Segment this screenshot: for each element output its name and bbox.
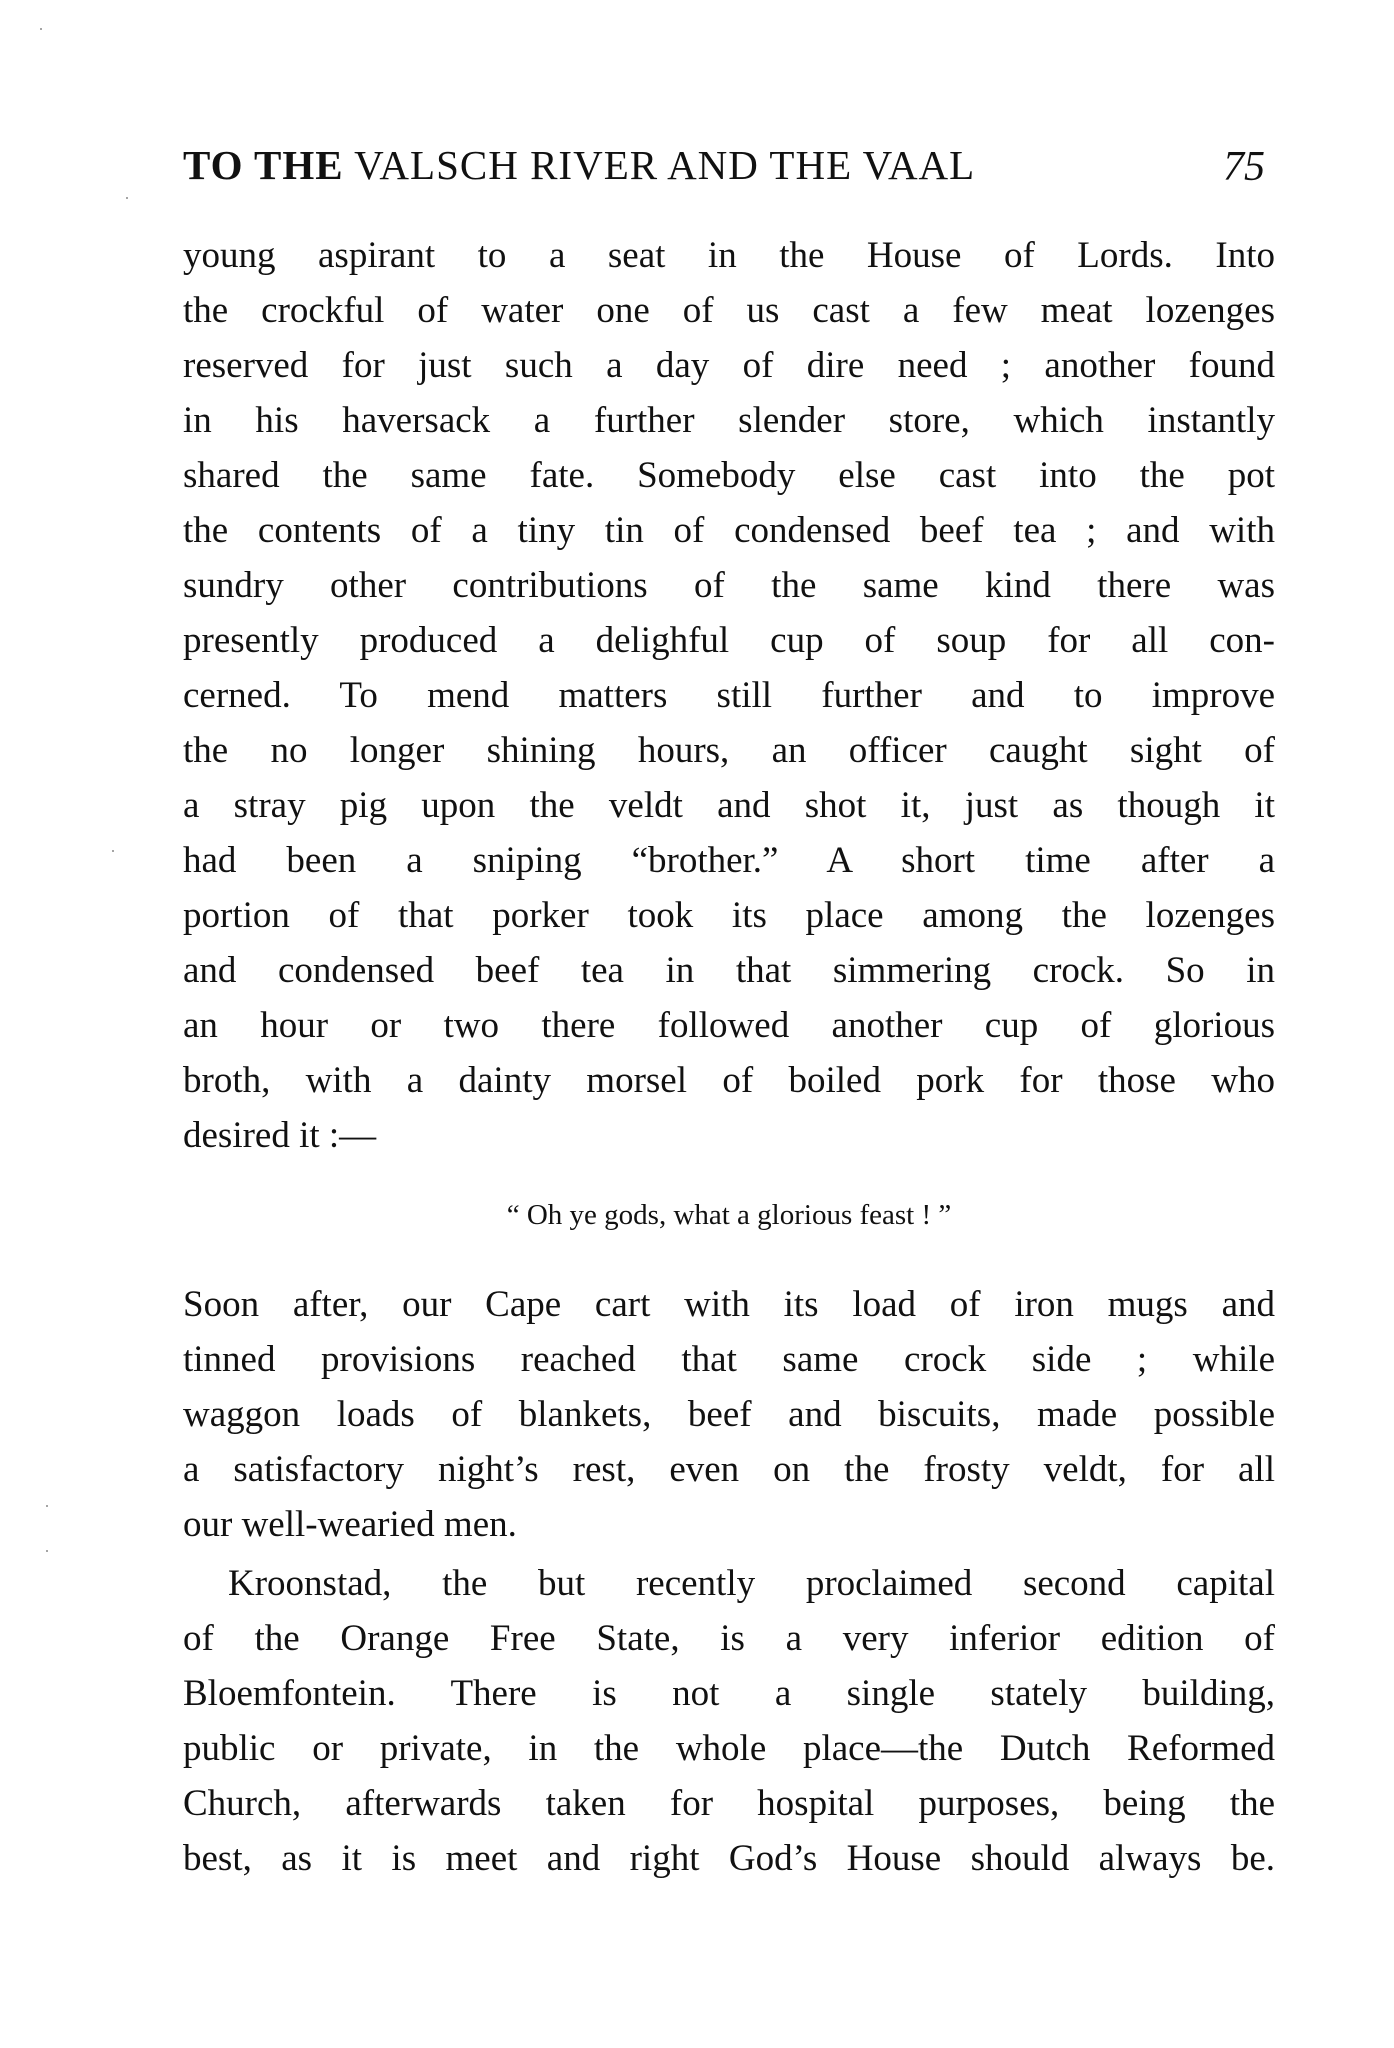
text-line: a stray pig upon the veldt and shot it, just as though it [183, 785, 1275, 826]
scan-speck [46, 1550, 48, 1552]
text-line: public or private, in the whole place—the Dutch Reformed [183, 1728, 1275, 1769]
text-line: waggon loads of blankets, beef and biscuits, made possible [183, 1394, 1275, 1435]
text-line: broth, with a dainty morsel of boiled pork for those who [183, 1060, 1275, 1101]
running-title [183, 140, 975, 190]
scan-speck [46, 1505, 48, 1507]
text-line: of the Orange Free State, is a very inferior edition of [183, 1618, 1275, 1659]
scan-speck [112, 850, 114, 852]
text-line: the no longer shining hours, an officer caught sight of [183, 730, 1275, 771]
block-quotation-wrapper: “ Oh ye gods, what a glorious feast ! ” [506, 1199, 952, 1231]
text-line: young aspirant to a seat in the House of Lords. Into [183, 235, 1275, 276]
text-line: Kroonstad, the but recently proclaimed second capital [228, 1563, 1275, 1604]
text-line: and condensed beef tea in that simmering crock. So in [183, 950, 1275, 991]
body-text [183, 228, 1275, 1886]
text-line: the contents of a tiny tin of condensed beef tea ; and with [183, 510, 1275, 551]
text-line: presently produced a delighful cup of soup for all con- [183, 620, 1275, 661]
page-number: 75 [1223, 144, 1265, 190]
text-line: a satisfactory night’s rest, even on the frosty veldt, for all [183, 1449, 1275, 1490]
text-line: desired it :— [183, 1115, 377, 1156]
text-line: tinned provisions reached that same crock side ; while [183, 1339, 1275, 1380]
text-line: shared the same fate. Somebody else cast into the pot [183, 455, 1275, 496]
running-title-rest: VALSCH RIVER AND THE VAAL [343, 142, 976, 188]
paragraph [183, 1556, 1275, 1886]
text-line: reserved for just such a day of dire need ; another found [183, 345, 1275, 386]
text-line: best, as it is meet and right God’s House should always be. [183, 1838, 1275, 1879]
text-line: portion of that porker took its place among the lozenges [183, 895, 1275, 936]
text-line: sundry other contributions of the same kind there was [183, 565, 1275, 606]
text-line: in his haversack a further slender store, which instantly [183, 400, 1275, 441]
text-line: Church, afterwards taken for hospital purposes, being the [183, 1783, 1275, 1824]
running-title-lead: TO THE [183, 142, 344, 188]
scan-speck [126, 197, 128, 199]
paragraph [183, 228, 1275, 1163]
text-line: Bloemfontein. There is not a single stately building, [183, 1673, 1275, 1714]
text-line: our well-wearied men. [183, 1504, 517, 1545]
text-line: had been a sniping “brother.” A short time after a [183, 840, 1275, 881]
text-line: Soon after, our Cape cart with its load of iron mugs and [183, 1284, 1275, 1325]
text-line: an hour or two there followed another cup of glorious [183, 1005, 1275, 1046]
running-head [183, 140, 1275, 190]
scan-speck [40, 28, 42, 30]
text-line: the crockful of water one of us cast a few meat lozenges [183, 290, 1275, 331]
text-line: cerned. To mend matters still further and to improve [183, 675, 1275, 716]
